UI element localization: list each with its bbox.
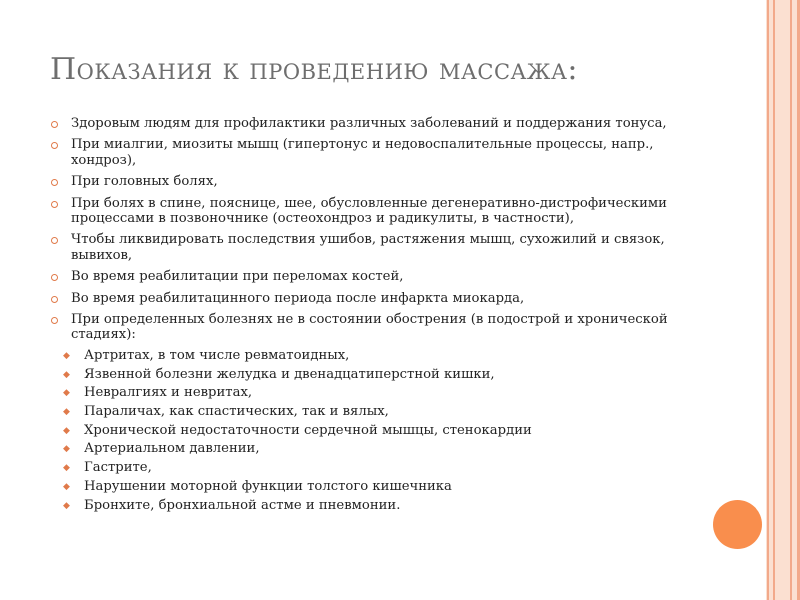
sublist-item-text: Нарушении моторной функции толстого кишечника: [84, 478, 452, 494]
sublist-item-text: Хронической недостаточности сердечной мышцы, стенокардии: [84, 422, 532, 438]
conditions-sublist: [63, 347, 710, 515]
list-item-text: Чтобы ликвидировать последствия ушибов, растяжения мышц, сухожилий и связок, вывихов,: [71, 232, 665, 263]
sublist-item: [50, 440, 710, 459]
indications-list: [50, 116, 710, 521]
bullet-icon: [51, 274, 58, 281]
sub-bullet-icon: ◆: [63, 444, 70, 455]
sub-bullet-icon: ◆: [63, 369, 70, 380]
sublist-item: [50, 384, 710, 403]
sublist-item-text: Артритах, в том числе ревматоидных,: [84, 347, 350, 363]
sub-bullet-icon: ◆: [63, 500, 70, 511]
list-item: [50, 116, 710, 131]
sublist-item: [50, 497, 710, 516]
sublist-item: [50, 422, 710, 441]
sublist-item: [50, 347, 710, 366]
decorative-circle: [713, 500, 762, 549]
sub-bullet-icon: ◆: [63, 463, 70, 474]
bullet-icon: [51, 179, 58, 186]
sub-bullet-icon: ◆: [63, 388, 70, 399]
list-item-text: При миалгии, миозиты мышц (гипертонус и недовоспалительные процессы, напр., хондроз),: [71, 137, 654, 168]
decorative-stripe-line: [773, 0, 775, 600]
decorative-stripe-line: [767, 0, 769, 600]
list-item: [50, 174, 710, 189]
list-item: [50, 269, 710, 284]
list-item-text: При болях в спине, пояснице, шее, обусловленные дегенеративно-дистрофическими процессами в позвоночнике (остеохондроз и радикулиты, в частности),: [71, 195, 667, 227]
list-item: [50, 196, 710, 227]
bullet-icon: [51, 317, 58, 324]
list-item: [50, 312, 710, 515]
sublist-item: [50, 366, 710, 385]
sublist-item-text: Параличах, как спастических, так и вялых,: [84, 403, 389, 419]
sub-bullet-icon: ◆: [63, 481, 70, 492]
sublist-item-text: Артериальном давлении,: [84, 441, 260, 457]
list-item-text: Здоровым людям для профилактики различных заболеваний и поддержания тонуса,: [71, 116, 667, 131]
list-item-text: При определенных болезнях не в состоянии обострения (в подострой и хронической стадиях):: [71, 312, 668, 343]
list-item: [50, 291, 710, 306]
sub-bullet-icon: ◆: [63, 406, 70, 417]
list-item-text: Во время реабилитацинного периода после инфаркта миокарда,: [71, 290, 525, 306]
list-item-text: При головных болях,: [71, 174, 218, 190]
bullet-icon: [51, 296, 58, 303]
sublist-item-text: Язвенной болезни желудка и двенадцатиперстной кишки,: [84, 366, 495, 382]
sub-bullet-icon: ◆: [63, 350, 70, 361]
sublist-item-text: Гастрите,: [84, 460, 152, 476]
decorative-stripe: [766, 0, 800, 600]
sublist-item-text: Невралгиях и невритах,: [84, 385, 253, 401]
bullet-icon: [51, 201, 58, 208]
list-item-text: Во время реабилитации при переломах костей,: [71, 269, 404, 285]
decorative-stripe-line: [790, 0, 792, 600]
list-item: [50, 137, 710, 168]
sublist-item: [50, 403, 710, 422]
bullet-icon: [51, 237, 58, 244]
list-item: [50, 232, 710, 263]
sublist-item: [50, 478, 710, 497]
sub-bullet-icon: ◆: [63, 425, 70, 436]
bullet-icon: [51, 142, 58, 149]
sublist-item-text: Бронхите, бронхиальной астме и пневмонии.: [84, 497, 401, 513]
slide-title: Показания к проведению массажа:: [50, 52, 579, 87]
sublist-item: [50, 459, 710, 478]
bullet-icon: [51, 121, 58, 128]
